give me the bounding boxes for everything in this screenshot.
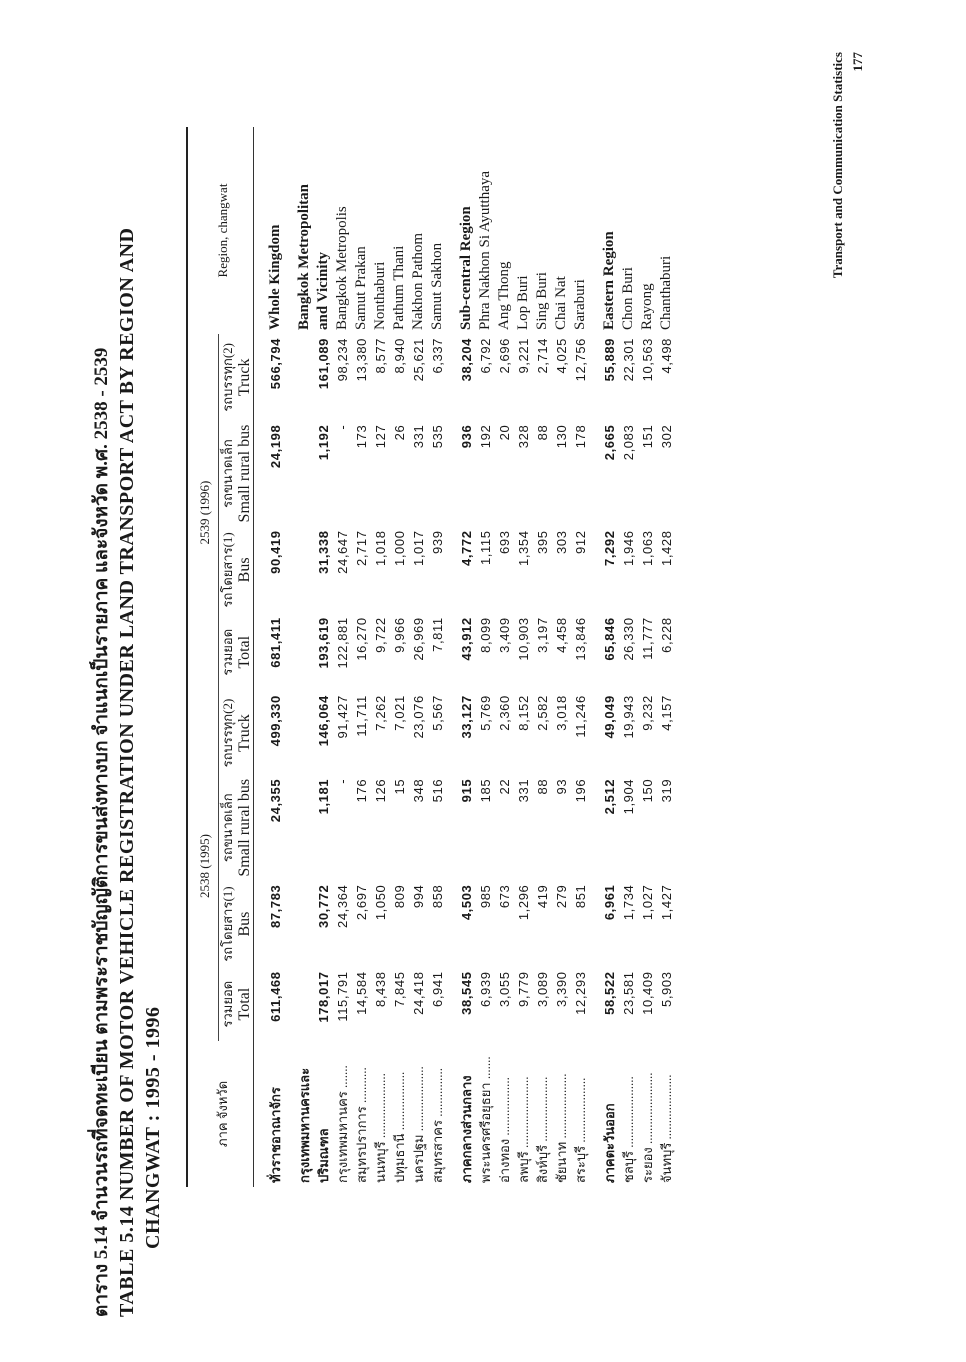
cell-value: 12,293 xyxy=(573,971,588,1015)
cell-value: 91,427 xyxy=(335,695,350,739)
cell-value: 58,522 xyxy=(602,971,617,1015)
region-thai-name: จันทบุรี .................... xyxy=(659,1074,674,1183)
table-row xyxy=(295,127,314,1187)
cell-value: 11,246 xyxy=(573,695,588,738)
cell-value xyxy=(295,421,314,527)
cell-value: 1,427 xyxy=(659,884,674,921)
cell-value: 24,355 xyxy=(268,778,283,823)
cell-value: 1,018 xyxy=(373,530,388,566)
cell-value: 26,330 xyxy=(621,617,636,661)
cell-value: 1,428 xyxy=(659,530,674,566)
cell-value: 566,794 xyxy=(268,337,283,390)
table-row xyxy=(266,127,285,1187)
cell-value: 2,360 xyxy=(497,695,512,731)
region-english-name: Chanthaburi xyxy=(658,255,674,330)
cell-value: 985 xyxy=(478,884,493,909)
cell-value: 5,567 xyxy=(430,695,445,731)
cell-value: 1,354 xyxy=(516,530,531,566)
region-english-name: Bangkok Metropolitan xyxy=(296,183,312,330)
cell-value: 9,966 xyxy=(392,617,407,653)
cell-value: 14,584 xyxy=(354,971,369,1015)
cell-value: 65,846 xyxy=(602,617,617,661)
cell-value: 6,337 xyxy=(430,337,445,374)
col-total-1996: รวมยอด Total xyxy=(220,628,253,676)
cell-value: 146,064 xyxy=(316,695,331,747)
region-english-name: Eastern Region xyxy=(601,231,617,330)
cell-value: 2,083 xyxy=(621,424,636,461)
cell-value: 31,338 xyxy=(316,530,331,574)
region-english-name: Samut Prakan xyxy=(353,246,369,330)
cell-value: 7,811 xyxy=(430,617,445,652)
cell-value: 2,512 xyxy=(602,778,617,815)
cell-value: 13,380 xyxy=(354,337,369,382)
cell-value: 858 xyxy=(430,884,445,909)
region-english-name: Phra Nakhon Si Ayutthaya xyxy=(477,170,493,330)
cell-value: 127 xyxy=(373,424,388,449)
region-thai-name: กรุงเทพมหานคร ....... xyxy=(335,1065,350,1183)
region-thai-name: ชลบุรี ...................... xyxy=(621,1076,636,1183)
region-english-name: and Vicinity xyxy=(315,252,331,330)
thai-title: ตาราง 5.14 จำนวนรถที่จดทะเบียน ตามพระราชบัญญัติการขนส่งทางบก จำแนกเป็นรายภาค และจังหวัด พ.ศ. 2538 - 2539 xyxy=(91,347,112,1317)
cell-value: 196 xyxy=(573,778,588,803)
cell-value: 5,903 xyxy=(659,971,674,1007)
region-english-name: Sing Buri xyxy=(534,272,550,330)
english-title-line-2: CHANGWAT : 1995 - 1996 xyxy=(142,1006,164,1249)
region-thai-name: ภาคกลางส่วนกลาง xyxy=(459,1075,474,1183)
cell-value: 122,881 xyxy=(335,617,350,669)
cell-value xyxy=(295,881,314,968)
cell-value: 9,779 xyxy=(516,971,531,1007)
cell-value: 49,049 xyxy=(602,695,617,739)
cell-value: 3,409 xyxy=(497,617,512,653)
region-thai-name: ลพบุรี ...................... xyxy=(516,1076,531,1183)
cell-value: 90,419 xyxy=(268,530,283,574)
cell-value: 126 xyxy=(373,778,388,803)
cell-value: 8,152 xyxy=(516,695,531,731)
table-row xyxy=(476,127,495,1187)
cell-value: 24,647 xyxy=(335,530,350,574)
cell-value: 8,099 xyxy=(478,617,493,653)
region-thai-name: สมุทรปราการ ........... xyxy=(354,1067,369,1183)
region-english-header: Region, changwat xyxy=(214,183,230,278)
table-row xyxy=(514,127,533,1187)
cell-value: 23,076 xyxy=(411,695,426,739)
cell-value: 12,756 xyxy=(573,337,588,382)
cell-value: 26 xyxy=(392,424,407,441)
region-thai-name: กรุงเทพมหานครและ xyxy=(297,1067,312,1183)
cell-value: 4,498 xyxy=(659,337,674,374)
cell-value: 4,772 xyxy=(459,530,474,566)
region-thai-name: ปริมณฑล xyxy=(316,1128,331,1183)
cell-value: 279 xyxy=(554,884,569,909)
cell-value: 10,903 xyxy=(516,617,531,661)
cell-value: 13,846 xyxy=(573,617,588,661)
cell-value: 7,262 xyxy=(373,695,388,731)
region-english-name: Chon Buri xyxy=(620,267,636,330)
table-row xyxy=(314,127,333,1187)
cell-value: 192 xyxy=(478,424,493,449)
table-row xyxy=(638,127,657,1187)
cell-value: 22 xyxy=(497,778,512,795)
cell-value: 936 xyxy=(459,424,474,449)
cell-value: 673 xyxy=(497,884,512,909)
cell-value: 6,228 xyxy=(659,617,674,653)
cell-value: 15 xyxy=(392,778,407,795)
cell-value: 3,390 xyxy=(554,971,569,1007)
region-thai-name: อ่างทอง .................. xyxy=(497,1077,512,1183)
cell-value xyxy=(295,967,314,1040)
cell-value xyxy=(295,334,314,421)
cell-value: 10,563 xyxy=(640,337,655,382)
cell-value: 7,845 xyxy=(392,971,407,1007)
cell-value: 25,621 xyxy=(411,337,426,382)
col-small-bus-1996: รถขนาดเล็ก Small rural bus xyxy=(220,424,253,523)
cell-value: 5,769 xyxy=(478,695,493,731)
cell-value: 38,204 xyxy=(459,337,474,382)
cell-value: 1,027 xyxy=(640,884,655,921)
region-thai-name: ระยอง ...................... xyxy=(640,1072,655,1183)
cell-value: 348 xyxy=(411,778,426,803)
region-thai-name: พระนครศรีอยุธยา ....... xyxy=(478,1056,493,1183)
region-thai-header: ภาค จังหวัด xyxy=(215,1080,230,1147)
cell-value: 4,503 xyxy=(459,884,474,921)
cell-value: 115,791 xyxy=(335,971,350,1022)
cell-value: 2,665 xyxy=(602,424,617,461)
cell-value: 1,181 xyxy=(316,778,331,815)
cell-value: 6,961 xyxy=(602,884,617,921)
cell-value: 38,545 xyxy=(459,971,474,1015)
col-truck-1995: รถบรรทุก(2) Truck xyxy=(220,698,253,768)
table-row xyxy=(457,127,476,1187)
table-row xyxy=(533,127,552,1187)
cell-value: 55,889 xyxy=(602,337,617,382)
region-thai-name: ชัยนาท .................... xyxy=(554,1073,569,1183)
cell-value: 7,292 xyxy=(602,530,617,566)
cell-value: 10,409 xyxy=(640,971,655,1015)
cell-value: 93 xyxy=(554,778,569,795)
region-english-name: Lop Buri xyxy=(515,275,531,330)
cell-value: 331 xyxy=(516,778,531,803)
col-bus-1995: รถโดยสาร(1) Bus xyxy=(220,886,253,962)
cell-value: 176 xyxy=(354,778,369,803)
cell-value: 328 xyxy=(516,424,531,449)
region-english-name: Sub-central Region xyxy=(458,206,474,330)
col-total-1995: รวมยอด Total xyxy=(220,980,253,1028)
cell-value: 516 xyxy=(430,778,445,803)
cell-value: 178,017 xyxy=(316,971,331,1023)
region-english-name: Saraburi xyxy=(572,279,588,330)
region-english-name: Chai Nat xyxy=(553,276,569,330)
cell-value: 24,418 xyxy=(411,971,426,1015)
page-number: 177 xyxy=(850,52,865,72)
cell-value: 98,234 xyxy=(335,337,350,382)
cell-value: 2,696 xyxy=(497,337,512,374)
cell-value: 809 xyxy=(392,884,407,909)
cell-value: 24,364 xyxy=(335,884,350,928)
region-english-name: Bangkok Metropolis xyxy=(334,206,350,330)
cell-value: 994 xyxy=(411,884,426,909)
cell-value: 43,912 xyxy=(459,617,474,661)
cell-value: 419 xyxy=(535,884,550,909)
cell-value: 915 xyxy=(459,778,474,803)
cell-value: 2,717 xyxy=(354,530,369,566)
region-english-name: Pathum Thani xyxy=(391,245,407,330)
table-row xyxy=(390,127,409,1187)
cell-value: 1,000 xyxy=(392,530,407,566)
cell-value: 23,581 xyxy=(621,971,636,1015)
region-thai-name: สิงห์บุรี .................... xyxy=(535,1076,550,1183)
cell-value: 33,127 xyxy=(459,695,474,739)
table-row xyxy=(495,127,514,1187)
cell-value: 193,619 xyxy=(316,617,331,669)
cell-value: 6,941 xyxy=(430,971,445,1007)
year-1996-header: 2539 (1996) xyxy=(192,334,219,691)
region-thai-name: นนทบุรี .................... xyxy=(373,1073,388,1183)
table-row xyxy=(619,127,638,1187)
cell-value: 9,221 xyxy=(516,337,531,374)
cell-value: 8,577 xyxy=(373,337,388,374)
col-truck-1996: รถบรรทุก(2) Truck xyxy=(220,343,253,412)
table-row xyxy=(657,127,676,1187)
table-row xyxy=(409,127,428,1187)
table-row xyxy=(552,127,571,1187)
cell-value: 319 xyxy=(659,778,674,803)
cell-value: 3,055 xyxy=(497,971,512,1007)
cell-value: 87,783 xyxy=(268,884,283,928)
cell-value: 3,197 xyxy=(535,617,550,653)
cell-value: 88 xyxy=(535,424,550,441)
cell-value: 535 xyxy=(430,424,445,449)
year-1995-header: 2538 (1995) xyxy=(192,691,219,1041)
cell-value: 939 xyxy=(430,530,445,554)
cell-value: 8,940 xyxy=(392,337,407,374)
cell-value: 26,969 xyxy=(411,617,426,661)
table-row xyxy=(571,127,590,1187)
table-row xyxy=(333,127,352,1187)
region-thai-name: สมุทรสาคร ............... xyxy=(430,1068,445,1183)
cell-value: 331 xyxy=(411,424,426,449)
cell-value: 611,468 xyxy=(268,971,283,1022)
region-thai-name: ทั่วราชอาณาจักร xyxy=(268,1087,283,1183)
english-title-line-1: TABLE 5.14 NUMBER OF MOTOR VEHICLE REGISTRATION UNDER LAND TRANSPORT ACT BY REGION AND xyxy=(116,227,138,1317)
cell-value: 173 xyxy=(354,424,369,449)
region-thai-name: ภาคตะวันออก xyxy=(602,1103,617,1183)
cell-value: 1,115 xyxy=(478,530,493,566)
cell-value: 30,772 xyxy=(316,884,331,928)
vehicle-registration-table xyxy=(186,127,676,1187)
cell-value: 681,411 xyxy=(268,617,283,668)
cell-value: 150 xyxy=(640,778,655,803)
cell-value: 4,025 xyxy=(554,337,569,374)
publication-name: Transport and Communication Statistics xyxy=(830,52,845,279)
cell-value: 6,792 xyxy=(478,337,493,374)
cell-value: 22,301 xyxy=(621,337,636,382)
cell-value xyxy=(295,613,314,691)
cell-value: 88 xyxy=(535,778,550,795)
cell-value: 1,017 xyxy=(411,530,426,566)
table-row xyxy=(600,127,619,1187)
cell-value xyxy=(295,775,314,881)
region-thai-name: ปทุมธานี .................. xyxy=(392,1071,407,1183)
cell-value: 161,089 xyxy=(316,337,331,390)
cell-value: 16,270 xyxy=(354,617,369,661)
cell-value: 303 xyxy=(554,530,569,554)
cell-value: 24,198 xyxy=(268,424,283,469)
cell-value: 1,296 xyxy=(516,884,531,921)
cell-value: 3,089 xyxy=(535,971,550,1007)
region-english-name: Nonthaburi xyxy=(372,261,388,330)
table-row xyxy=(428,127,447,1187)
cell-value: 851 xyxy=(573,884,588,909)
cell-value: 499,330 xyxy=(268,695,283,747)
cell-value: 1,063 xyxy=(640,530,655,566)
cell-value: 2,714 xyxy=(535,337,550,374)
table-row xyxy=(352,127,371,1187)
cell-value: 1,192 xyxy=(316,424,331,461)
cell-value: 4,157 xyxy=(659,695,674,731)
cell-value: 395 xyxy=(535,530,550,554)
cell-value xyxy=(295,526,314,613)
col-bus-1996: รถโดยสาร(1) Bus xyxy=(220,532,253,608)
cell-value: 693 xyxy=(497,530,512,554)
cell-value: 3,018 xyxy=(554,695,569,731)
cell-value: 178 xyxy=(573,424,588,449)
cell-value: 1,050 xyxy=(373,884,388,921)
region-english-name: Nakhon Pathom xyxy=(410,232,426,330)
cell-value: 130 xyxy=(554,424,569,449)
region-thai-name: นครปฐม .................... xyxy=(411,1066,426,1183)
cell-value: - xyxy=(335,778,350,784)
cell-value: 7,021 xyxy=(392,695,407,731)
cell-value: 185 xyxy=(478,778,493,803)
cell-value: 151 xyxy=(640,424,655,449)
cell-value: 11,711 xyxy=(354,695,369,737)
cell-value: 6,939 xyxy=(478,971,493,1007)
region-english-name: Whole Kingdom xyxy=(267,224,283,330)
table-body xyxy=(266,127,676,1187)
cell-value: 302 xyxy=(659,424,674,449)
title-block xyxy=(90,117,166,1317)
cell-value: 20 xyxy=(497,424,512,441)
cell-value: 11,777 xyxy=(640,617,655,660)
table-row xyxy=(371,127,390,1187)
cell-value: 1,734 xyxy=(621,884,636,921)
cell-value: - xyxy=(335,424,350,430)
cell-value: 912 xyxy=(573,530,588,554)
cell-value: 19,943 xyxy=(621,695,636,739)
col-small-bus-1995: รถขนาดเล็ก Small rural bus xyxy=(220,778,253,877)
region-thai-name: สระบุรี .................... xyxy=(573,1077,588,1183)
cell-value xyxy=(295,691,314,775)
cell-value: 8,438 xyxy=(373,971,388,1007)
cell-value: 9,232 xyxy=(640,695,655,731)
cell-value: 4,458 xyxy=(554,617,569,653)
cell-value: 2,582 xyxy=(535,695,550,731)
cell-value: 1,904 xyxy=(621,778,636,815)
cell-value: 9,722 xyxy=(373,617,388,653)
cell-value: 2,697 xyxy=(354,884,369,921)
cell-value: 1,946 xyxy=(621,530,636,566)
region-english-name: Rayong xyxy=(639,283,655,330)
region-english-name: Ang Thong xyxy=(496,261,512,330)
region-english-name: Samut Sakhon xyxy=(429,242,445,330)
